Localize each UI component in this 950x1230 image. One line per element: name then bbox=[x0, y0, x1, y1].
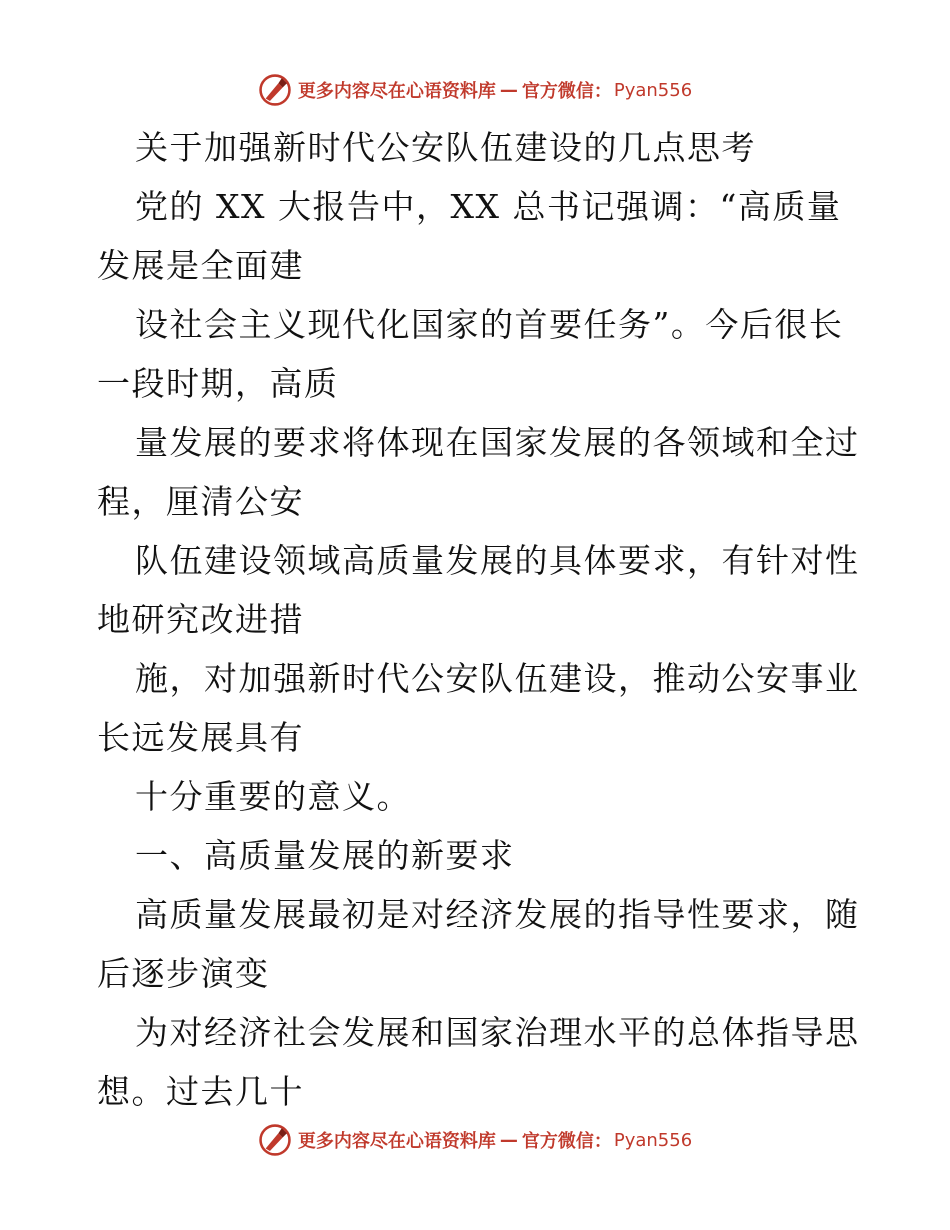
paragraph-line: 发展是全面建 bbox=[97, 246, 304, 285]
section-heading: 一、高质量发展的新要求 bbox=[135, 836, 515, 875]
footer-banner-main-text: 更多内容尽在心语资料库 bbox=[297, 1131, 496, 1152]
paragraph-line: 党的 XX 大报告中，XX 总书记强调：“高质量 bbox=[135, 187, 842, 226]
paragraph-line: 程，厘清公安 bbox=[97, 482, 304, 521]
header-banner-wechat-label: 官方微信： bbox=[521, 81, 612, 102]
footer-banner-separator: — bbox=[499, 1129, 518, 1151]
document-title: 关于加强新时代公安队伍建设的几点思考 bbox=[135, 128, 756, 167]
paragraph-line: 队伍建设领域高质量发展的具体要求，有针对性 bbox=[135, 541, 860, 580]
paragraph-line: 高质量发展最初是对经济发展的指导性要求，随 bbox=[135, 895, 860, 934]
header-banner-main-text: 更多内容尽在心语资料库 bbox=[297, 81, 496, 102]
paragraph-line: 施，对加强新时代公安队伍建设，推动公安事业 bbox=[135, 659, 860, 698]
header-banner bbox=[0, 70, 950, 110]
paragraph-line: 一段时期，高质 bbox=[97, 364, 339, 403]
paragraph-line: 后逐步演变 bbox=[97, 954, 270, 993]
paragraph-line: 长远发展具有 bbox=[97, 718, 304, 757]
footer-banner-wechat-id: Pyan556 bbox=[613, 1129, 693, 1151]
paragraph-line: 量发展的要求将体现在国家发展的各领域和全过 bbox=[135, 423, 860, 462]
header-banner-wechat-id: Pyan556 bbox=[613, 79, 693, 101]
pen-logo-icon bbox=[258, 73, 292, 107]
document-body bbox=[97, 118, 860, 1121]
header-banner-separator: — bbox=[499, 79, 518, 101]
paragraph-line: 设社会主义现代化国家的首要任务”。今后很长 bbox=[135, 305, 844, 344]
paragraph-line: 为对经济社会发展和国家治理水平的总体指导思 bbox=[135, 1013, 860, 1052]
paragraph-line: 想。过去几十 bbox=[97, 1072, 304, 1111]
footer-banner-wechat-label: 官方微信： bbox=[521, 1131, 612, 1152]
paragraph-line: 十分重要的意义。 bbox=[135, 777, 411, 816]
pen-logo-icon bbox=[258, 1123, 292, 1157]
footer-banner bbox=[0, 1120, 950, 1160]
paragraph-line: 地研究改进措 bbox=[97, 600, 304, 639]
